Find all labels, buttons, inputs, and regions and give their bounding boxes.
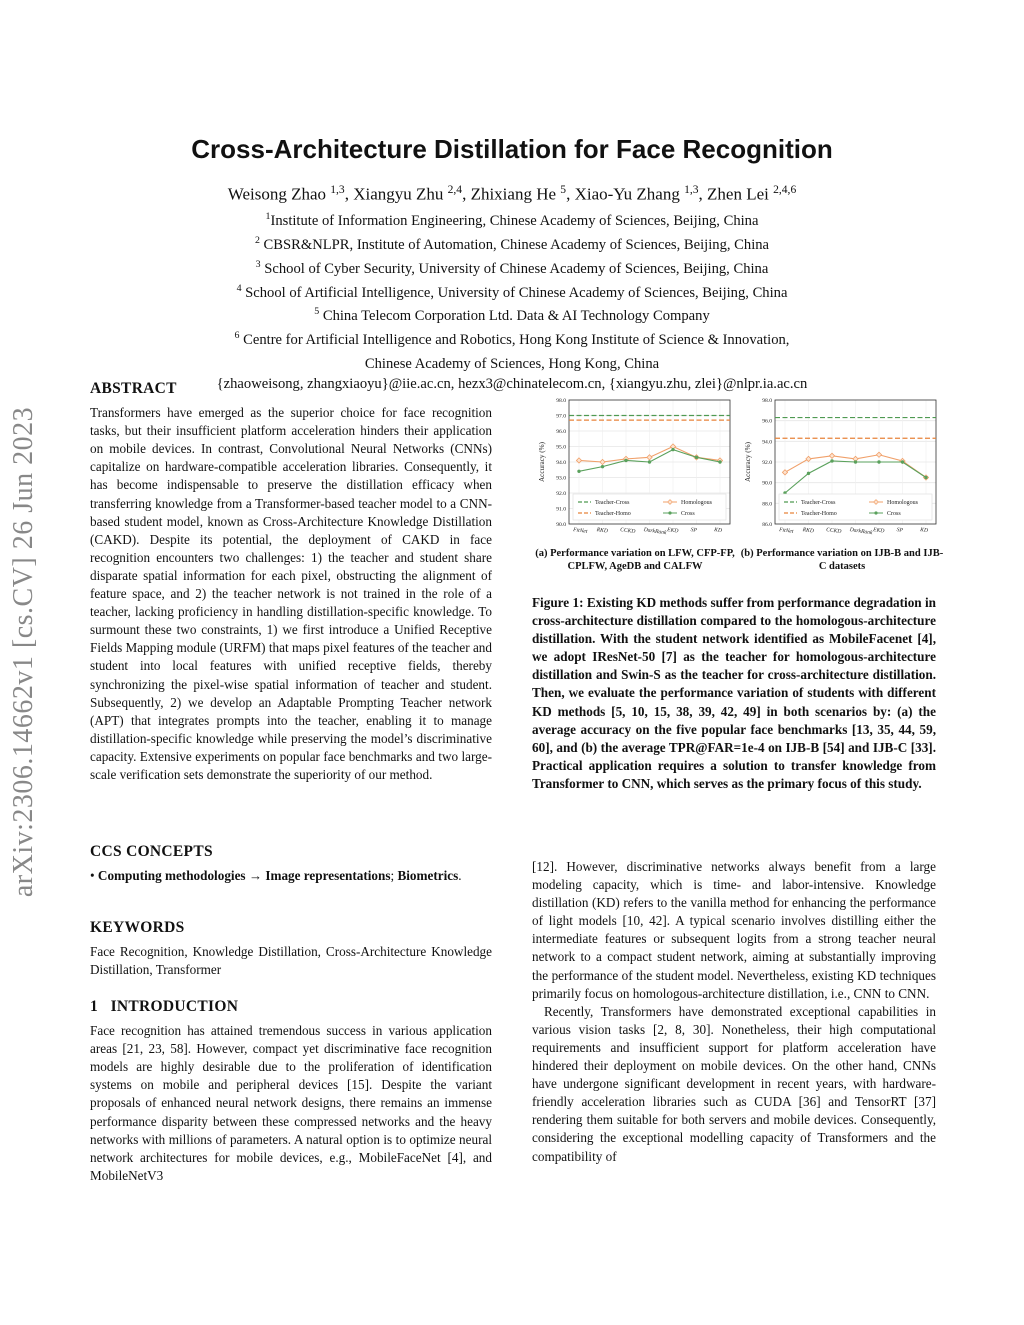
affiliation — [0, 255, 1024, 279]
intro-continued — [532, 858, 936, 1166]
x-tick-label: DarkRank — [643, 527, 667, 537]
x-tick-label: FitNet — [778, 527, 794, 535]
legend-marker — [874, 511, 877, 514]
author: Weisong Zhao — [227, 184, 327, 204]
cross-point — [854, 460, 857, 463]
affiliation-sup: 4 — [236, 282, 242, 294]
legend-label: Cross — [681, 511, 695, 517]
cross-point — [671, 448, 674, 451]
section-number: 1 — [90, 998, 99, 1015]
y-tick-label: 93.0 — [556, 475, 566, 482]
chart-a — [532, 394, 738, 544]
homologous-point — [647, 455, 652, 460]
chart-b — [738, 394, 944, 544]
x-tick-label: SP — [896, 527, 904, 534]
intro-paragraph: Face recognition has attained tremendous success in various application areas [21, 23, 58]. However, compact yet discriminative face recognition models are highly desirable due to the proliferation of identification systems on mobile and peripheral devices [15]. Despite the variant proposals of enhanced neural network designs, there remains an immense performance disparity between these compressed networks and the heavy networks with millions of parameters. A natural option is to optimize neural network architectures for mobile devices, e.g., MobileFaceNet [4], and MobileNetV3 — [90, 1023, 492, 1183]
affiliation-text: Centre for Artificial Intelligence and Robotics, Hong Kong Institute of Science & Innovation, — [239, 332, 790, 349]
affiliation-list — [0, 207, 1024, 394]
author-sup: 1,3 — [330, 183, 345, 196]
affiliation — [0, 279, 1024, 303]
homologous-point — [600, 459, 605, 464]
introduction-heading — [90, 998, 492, 1016]
author-emails: {zhaoweisong, zhangxiaoyu}@iie.ac.cn, hezx3@chinatelecom.cn, {xiangyu.zhu, zlei}@nlpr.ia.ac.cn — [216, 376, 808, 393]
x-tick-label: SP — [690, 527, 698, 534]
y-tick-label: 90.0 — [762, 480, 772, 487]
x-tick-label: FitNet — [572, 527, 588, 535]
figure-caption: Figure 1: Existing KD methods suffer from performance degradation in cross-architecture distillation compared to the homologous-architecture distillation. With the student network identified as MobileFacenet [4], we adopt IResNet-50 [7] as the teacher for homologous-architecture distillation and Swin-S as the teacher for cross-architecture distillation. Then, we evaluate the performance variation of students with different KD methods [5, 10, 15, 38, 39, 42, 49] in both scenarios by: (a) the average accuracy on the five popular face benchmarks [13, 35, 44, 59, 60], and (b) the average TPR@FAR=1e-4 on IJB-B [54] and IJB-C [33]. Practical application requires a solution to transfer knowledge from Transformer to CNN, which serves as the primary focus of this study. — [532, 595, 936, 791]
subcaption-b: (b) Performance variation on IJB-B and IJB-C datasets — [740, 548, 944, 572]
introduction-section — [90, 998, 492, 1185]
cross-point — [577, 470, 580, 473]
cross-point — [624, 459, 627, 462]
x-tick-label: CCKD — [619, 527, 636, 536]
y-tick-label: 92.0 — [762, 460, 772, 466]
affiliation-sup: 6 — [234, 330, 240, 342]
homologous-point — [829, 453, 834, 458]
keywords-section — [90, 919, 492, 979]
ccs-item: Image representations — [265, 868, 391, 884]
section-title: INTRODUCTION — [110, 998, 239, 1015]
cross-point — [695, 456, 698, 459]
ccs-item: Computing methodologies — [97, 868, 246, 884]
keywords-heading: KEYWORDS — [90, 919, 185, 936]
ccs-end: . — [458, 868, 462, 884]
legend-label: Teacher-Homo — [595, 511, 631, 517]
x-tick-label: EKD — [872, 527, 885, 535]
affiliation-sup: 3 — [255, 258, 261, 270]
keywords-text: Face Recognition, Knowledge Distillation, Cross-Architecture Knowledge Distillation, Transformer — [90, 944, 492, 978]
legend-label: Homologous — [681, 500, 713, 506]
ccs-concepts — [90, 867, 492, 885]
affiliation-sup: 5 — [314, 306, 320, 318]
author-sup: 5 — [560, 183, 567, 196]
affiliation — [0, 326, 1024, 350]
x-tick-label: DarkRank — [849, 527, 873, 537]
legend-label: Homologous — [887, 500, 919, 506]
cross-point — [718, 460, 721, 463]
affiliation-text: Institute of Information Engineering, Chinese Academy of Sciences, Beijing, China — [270, 212, 759, 229]
author: Xiangyu Zhu — [353, 184, 444, 204]
y-tick-label: 97.0 — [556, 413, 566, 420]
affiliation — [0, 302, 1024, 326]
legend-marker — [668, 511, 671, 514]
affiliation-text: School of Cyber Security, University of Chinese Academy of Sciences, Beijing, China — [260, 260, 769, 277]
y-tick-label: 98.0 — [556, 398, 566, 404]
affiliation-sup: 1 — [265, 211, 271, 222]
abstract-text: Transformers have emerged as the superior choice for face recognition tasks, but their insufficient platform acceleration hinders their application on mobile devices. In contrast, Convolutional Neural Networks (CNNs) capitalize on hardware-compatible acceleration libraries. Consequently, it has become indispensable to preserve the distillation efficacy when transferring knowledge from a Transformer-based teacher model to a CNN-based student model, known as Cross-Architecture Knowledge Distillation (CAKD). Despite its potential, the deployment of CAKD in face recognition encounters two challenges: 1) the teacher and student share disparate spatial information for each pixel, obstructing the alignment of feature space, and 2) the teacher network is not trained in the role of a teacher, lacking proficiency in handling distillation-specific knowledge. To surmount these two constraints, 1) we first introduce a Unified Receptive Fields Mapping module (URFM) that maps pixel features of the teacher and student into local features with unified receptive fields, thereby synchronizing the pixel-wise spatial information of teacher and student. Subsequently, 2) we develop an Adaptable Prompting Teacher network (APT) that integrates prompts into the teacher, enabling it to manage distillation-specific knowledge while preserving the model’s discriminative capacity. Extensive experiments on popular face benchmarks and two large-scale verification sets demonstrate the superiority of our method. — [90, 405, 492, 782]
paper-title: Cross-Architecture Distillation for Face Recognition — [191, 134, 833, 164]
y-tick-label: 86.0 — [762, 522, 772, 528]
cross-point — [924, 476, 927, 479]
y-tick-label: 94.0 — [762, 439, 772, 446]
x-tick-label: EKD — [666, 527, 679, 535]
y-tick-label: 96.0 — [762, 418, 772, 425]
figure-panel-a — [532, 394, 738, 549]
y-tick-label: 95.0 — [556, 444, 566, 451]
cross-point — [901, 460, 904, 463]
cross-point — [807, 472, 810, 475]
ccs-item: Biometrics — [397, 868, 459, 884]
author-list: Weisong Zhao $^{1,3}$, Xiangyu Zhu $^{2,4}$, Zhixiang He $^5$, Xiao-Yu Zhang $^{1,3}$, Zhen Lei $^{2,4,6}$ — [227, 183, 797, 204]
x-tick-label: RKD — [802, 527, 815, 535]
ccs-separator: ; — [390, 868, 395, 884]
affiliation-text: CBSR&NLPR, Institute of Automation, Chinese Academy of Sciences, Beijing, China — [259, 236, 770, 253]
homologous-point — [782, 470, 787, 475]
affiliation — [0, 231, 1024, 255]
arxiv-identifier: arXiv:2306.14662v1 [cs.CV] 26 Jun 2023 — [8, 406, 39, 898]
subcaption-a: (a) Performance variation on LFW, CFP-FP, CPLFW, AgeDB and CALFW — [535, 548, 735, 572]
y-axis-label: Accuracy (%) — [538, 441, 546, 483]
affiliation-text: Chinese Academy of Sciences, Hong Kong, China — [364, 356, 660, 373]
y-axis-label: Accuracy (%) — [744, 441, 752, 483]
author-sup: 2,4,6 — [773, 183, 797, 196]
legend-label: Teacher-Cross — [595, 500, 630, 506]
y-tick-label: 96.0 — [556, 429, 566, 435]
author: Zhixiang He — [470, 184, 557, 204]
cross-point — [830, 459, 833, 462]
ccs-bullet: • — [90, 868, 95, 884]
cross-point — [601, 465, 604, 468]
x-tick-label: KD — [919, 527, 929, 535]
figure-panel-b — [738, 394, 944, 549]
x-tick-label: CCKD — [825, 527, 842, 536]
abstract-heading: ABSTRACT — [90, 380, 177, 397]
y-tick-label: 92.0 — [556, 491, 566, 497]
cross-point — [877, 460, 880, 463]
abstract-section — [90, 380, 492, 784]
homologous-point — [806, 456, 811, 461]
intro-paragraph: Recently, Transformers have demonstrated exceptional capabilities in various vision tasks [2, 8, 30]. Nonetheless, their high computational requirements and insufficient support for platform acceleration have hindered their deployment on mobile devices. On the other hand, CNNs have undergone significant development in recent years, with hardware-friendly acceleration libraries such as CUDA [36] and TensorRT [37] rendering them suitable for both servers and mobile devices. Consequently, considering the exceptional modelling capacity of Transformers and the compatibility of — [532, 1003, 936, 1164]
x-tick-label: RKD — [596, 527, 609, 535]
affiliation — [0, 350, 1024, 374]
y-tick-label: 88.0 — [762, 501, 772, 508]
legend-label: Teacher-Cross — [801, 500, 836, 506]
affiliation-text: School of Artificial Intelligence, University of Chinese Academy of Sciences, Beijing, China — [241, 284, 788, 301]
ccs-heading: CCS CONCEPTS — [90, 843, 213, 860]
intro-paragraph: [12]. However, discriminative networks always benefit from a large modeling capacity, which is time- and labor-intensive. Knowledge distillation (KD) refers to the vanilla method for enhancing the performance of light models [10, 42]. A typical scenario involves distilling either the intermediate features or subsequent logits from a strong teacher neural network to a compact student network, aiming at substantially improving the performance of the student model. Nevertheless, existing KD techniques primarily focus on homologous-architecture distillation, i.e., CNN to CNN. — [532, 859, 936, 1001]
legend-label: Cross — [887, 511, 901, 517]
author-sup: 1,3 — [684, 183, 699, 196]
homologous-point — [876, 452, 881, 457]
arrow-icon: → — [248, 868, 263, 884]
y-tick-label: 90.0 — [556, 522, 566, 528]
affiliation-text: China Telecom Corporation Ltd. Data & AI Technology Company — [319, 308, 710, 325]
author: Xiao-Yu Zhang — [574, 184, 680, 204]
legend-label: Teacher-Homo — [801, 511, 837, 517]
y-tick-label: 98.0 — [762, 398, 772, 404]
y-tick-label: 94.0 — [556, 460, 566, 466]
ccs-section — [90, 843, 492, 885]
cross-point — [648, 460, 651, 463]
affiliation-sup: 2 — [254, 234, 260, 246]
affiliation — [0, 207, 1024, 231]
y-tick-label: 91.0 — [556, 506, 566, 513]
author-sup: 2,4 — [447, 183, 463, 196]
author: Zhen Lei — [707, 184, 769, 204]
x-tick-label: KD — [713, 527, 723, 535]
